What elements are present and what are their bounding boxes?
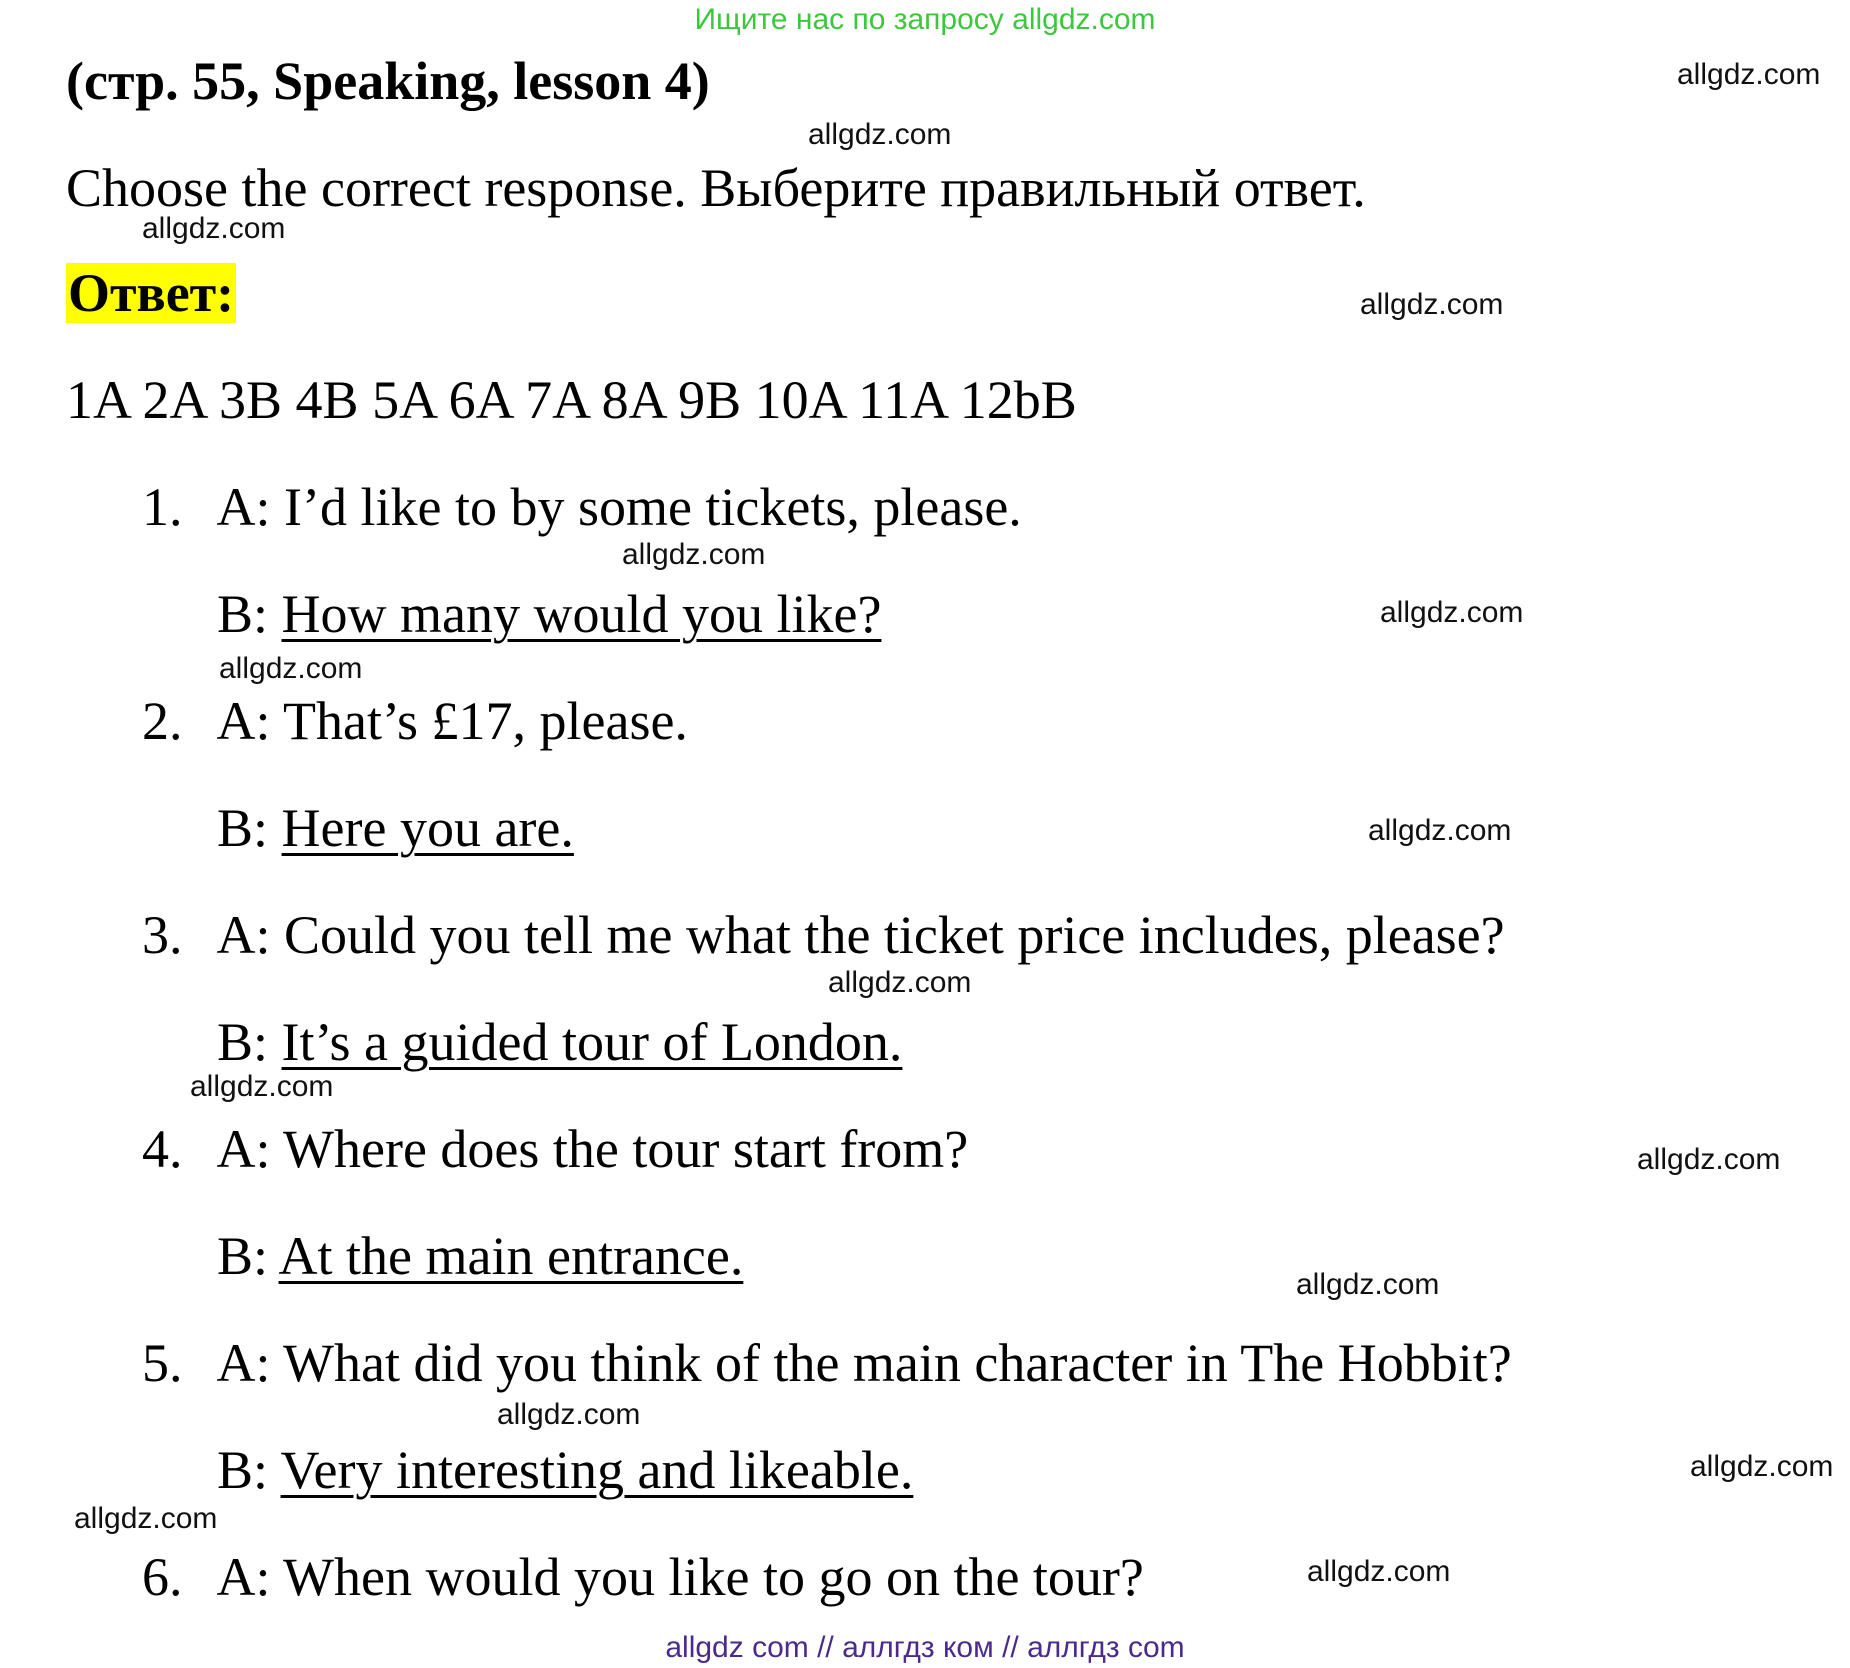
line-b: How many would you like?: [281, 584, 882, 644]
watermark: allgdz.com: [74, 1502, 218, 1535]
line-a: Could you tell me what the ticket price includes, please?: [284, 905, 1505, 965]
watermark: allgdz.com: [1360, 288, 1504, 321]
dialogue-number: 2.: [142, 691, 183, 751]
answer-key: 1A 2A 3B 4B 5A 6A 7A 8A 9B 10A 11A 12bB: [66, 370, 1077, 430]
dialogue-number: 3.: [142, 905, 183, 965]
watermark: allgdz.com: [828, 966, 972, 999]
line-b: Very interesting and likeable.: [280, 1440, 914, 1500]
line-b: Here you are.: [281, 798, 574, 858]
dialogue-5-question: [142, 1330, 1512, 1396]
dialogue-number: 5.: [142, 1333, 183, 1393]
line-a: I’d like to by some tickets, please.: [284, 477, 1022, 537]
watermark: allgdz.com: [142, 212, 286, 245]
page-heading: (стр. 55, Speaking, lesson 4): [66, 51, 710, 111]
dialogue-number: 1.: [142, 477, 183, 537]
speaker-a: A:: [216, 1119, 284, 1179]
speaker-b: B:: [217, 1440, 281, 1500]
watermark: allgdz.com: [1380, 596, 1524, 629]
watermark: allgdz.com: [808, 118, 952, 151]
watermark: allgdz.com: [1637, 1143, 1781, 1176]
dialogue-1-question: [142, 474, 1022, 540]
top-banner: Ищите нас по запросу allgdz.com: [694, 3, 1156, 36]
watermark: allgdz.com: [1677, 58, 1821, 91]
line-a: Where does the tour start from?: [283, 1119, 969, 1179]
dialogue-3-question: [142, 902, 1505, 968]
speaker-b: B:: [217, 798, 282, 858]
answer-label: Ответ:: [68, 263, 235, 323]
watermark: allgdz.com: [1368, 814, 1512, 847]
speaker-a: A:: [216, 691, 284, 751]
dialogue-2-answer: [217, 795, 574, 861]
dialogue-3-answer: [217, 1009, 902, 1075]
watermark: allgdz.com: [622, 538, 766, 571]
speaker-a: A:: [216, 477, 284, 537]
watermark: allgdz.com: [497, 1398, 641, 1431]
dialogue-6-question: [142, 1544, 1144, 1610]
line-b: It’s a guided tour of London.: [281, 1012, 903, 1072]
watermark: allgdz.com: [190, 1070, 334, 1103]
line-a: What did you think of the main character in The Hobbit?: [283, 1333, 1512, 1393]
bottom-banner: allgdz com // аллгдз ком // аллгдз com: [665, 1631, 1185, 1664]
instruction-text: Choose the correct response. Выберите правильный ответ.: [66, 158, 1366, 218]
speaker-a: A:: [216, 905, 284, 965]
speaker-b: B:: [217, 1226, 279, 1286]
dialogue-4-answer: [217, 1223, 743, 1289]
answer-label-wrap: [66, 260, 236, 326]
dialogue-number: 4.: [142, 1119, 183, 1179]
speaker-a: A:: [216, 1333, 284, 1393]
dialogue-2-question: [142, 688, 688, 754]
watermark: allgdz.com: [1296, 1268, 1440, 1301]
dialogue-1-answer: [217, 581, 881, 647]
watermark: allgdz.com: [1690, 1450, 1834, 1483]
line-a: When would you like to go on the tour?: [283, 1547, 1144, 1607]
speaker-b: B:: [217, 584, 282, 644]
watermark: allgdz.com: [219, 652, 363, 685]
line-b: At the main entrance.: [278, 1226, 744, 1286]
dialogue-5-answer: [217, 1437, 913, 1503]
speaker-b: B:: [217, 1012, 282, 1072]
dialogue-4-question: [142, 1116, 968, 1182]
watermark: allgdz.com: [1307, 1555, 1451, 1588]
dialogue-number: 6.: [142, 1547, 183, 1607]
line-a: That’s £17, please.: [283, 691, 688, 751]
speaker-a: A:: [216, 1547, 284, 1607]
